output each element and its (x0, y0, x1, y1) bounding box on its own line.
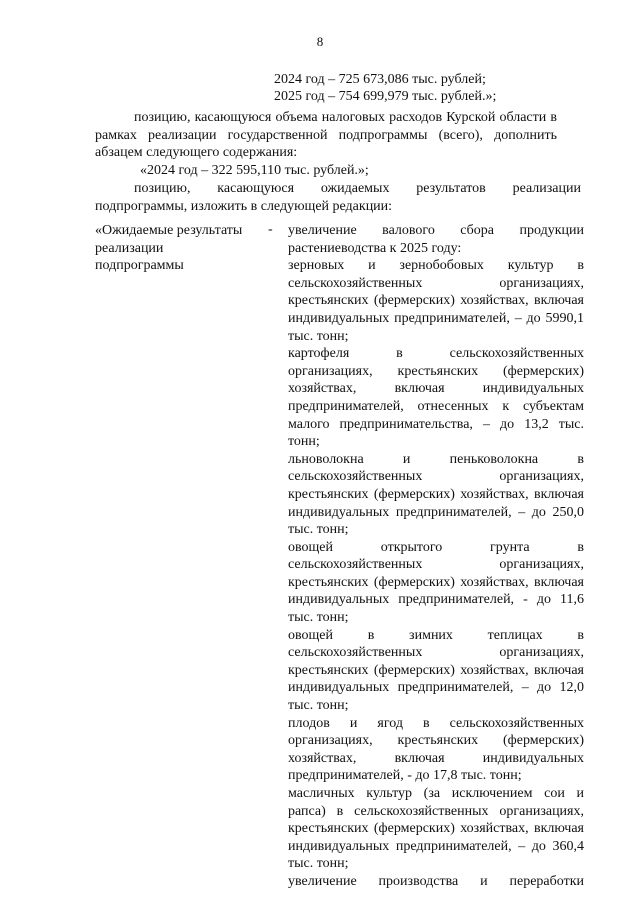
paragraph-tax-expenses: позицию, касающуюся объема налоговых расходов Курской области в рамках реализации государственной подпрограммы (всего), дополнить абзацем следующего содержания: (95, 110, 557, 160)
list-item: плодов и ягод в сельскохозяйственных организациях, крестьянских (фермерских) хозяйствах, включая индивидуальных предпринимателей, - до 17,8 тыс. тонн; (288, 715, 584, 784)
list-item: овощей открытого грунта в сельскохозяйственных организациях, крестьянских (фермерских) хозяйствах, включая индивидуальных предпринимателей, - до 11,6 тыс. тонн; (288, 539, 584, 626)
list-item: зерновых и зернобобовых культур в сельскохозяйственных организациях, крестьянских (фермерских) хозяйствах, включая индивидуальных предпринимателей, – до 5990,1 тыс. тонн; (288, 258, 584, 344)
budget-line-2024: 2024 год – 725 673,086 тыс. рублей; (274, 72, 486, 87)
list-item: увеличение производства и переработки (288, 873, 584, 889)
results-label: «Ожидаемые результаты реализации подпрограммы (95, 223, 243, 273)
paragraph-expected-results: позицию, касающуюся ожидаемых результатов реализации подпрограммы, изложить в следующей редакции: (95, 181, 581, 214)
list-item: картофеля в сельскохозяйственных организациях, крестьянских (фермерских) хозяйствах, включая индивидуальных предпринимателей, отнесенных к субъектам малого предпринимательства, – до 13,2 тыс. тонн; (288, 346, 584, 450)
page-number: 8 (316, 34, 324, 49)
inserted-line-2024: «2024 год – 322 595,110 тыс. рублей.»; (140, 163, 369, 178)
list-item: увеличение валового сбора продукции растениеводства к 2025 году: (288, 223, 584, 256)
list-item: льноволокна и пеньковолокна в сельскохозяйственных организациях, крестьянских (фермерских) хозяйствах, включая индивидуальных предпринимателей, – до 250,0 тыс. тонн; (288, 451, 584, 538)
list-item: масличных культур (за исключением сои и рапса) в сельскохозяйственных организациях, крестьянских (фермерских) хозяйствах, включая индивидуальных предпринимателей, – до 360,4 тыс. тонн; (288, 786, 584, 872)
results-list (288, 222, 584, 891)
list-item: овощей в зимних теплицах в сельскохозяйственных организациях, крестьянских (фермерских) хозяйствах, включая индивидуальных предпринимателей, – до 12,0 тыс. тонн; (288, 627, 584, 714)
budget-line-2025: 2025 год – 754 699,979 тыс. рублей.»; (274, 89, 497, 104)
label-dash: - (268, 222, 273, 237)
